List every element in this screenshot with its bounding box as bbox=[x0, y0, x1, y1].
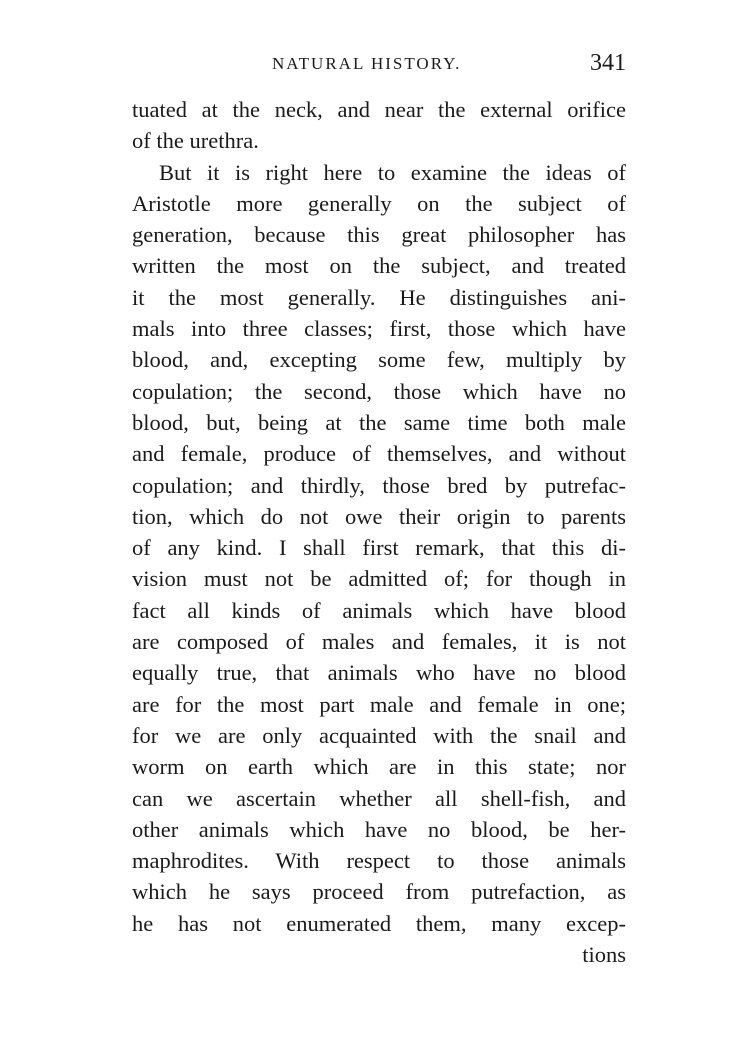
text-line: vision must not be admitted of; for though in bbox=[132, 566, 626, 592]
text-line: copulation; and thirdly, those bred by putrefac- bbox=[132, 472, 626, 498]
text-line: and female, produce of themselves, and without bbox=[132, 441, 626, 467]
text-line: maphrodites. With respect to those animals bbox=[132, 848, 626, 874]
text-line: fact all kinds of animals which have blood bbox=[132, 597, 626, 623]
text-line: generation, because this great philosopher has bbox=[132, 222, 626, 248]
running-head bbox=[132, 50, 626, 80]
text-line: tuated at the neck, and near the external orifice bbox=[132, 97, 626, 122]
text-line: of any kind. I shall first remark, that this di- bbox=[132, 535, 626, 561]
text-line: which he says proceed from putrefaction, as bbox=[132, 879, 626, 905]
text-line: worm on earth which are in this state; nor bbox=[132, 754, 626, 780]
text-line: blood, but, being at the same time both male bbox=[132, 409, 626, 435]
text-line: other animals which have no blood, be her- bbox=[132, 816, 626, 842]
text-line: Aristotle more generally on the subject of bbox=[132, 190, 626, 216]
running-title: NATURAL HISTORY. bbox=[272, 54, 462, 73]
text-line: of the urethra. bbox=[132, 128, 259, 154]
text-line: written the most on the subject, and treated bbox=[132, 253, 626, 279]
text-line: it the most generally. He distinguishes ani- bbox=[132, 284, 626, 310]
catchword: tions bbox=[582, 942, 626, 968]
text-line: blood, and, excepting some few, multiply by bbox=[132, 347, 626, 373]
body-text bbox=[132, 94, 626, 970]
text-line: for we are only acquainted with the snail and bbox=[132, 722, 626, 748]
text-line: are for the most part male and female in one; bbox=[132, 691, 626, 717]
text-line: are composed of males and females, it is not bbox=[132, 629, 626, 655]
text-line: equally true, that animals who have no blood bbox=[132, 660, 626, 686]
text-line: can we ascertain whether all shell-fish, and bbox=[132, 785, 626, 811]
text-line: mals into three classes; first, those which have bbox=[132, 316, 626, 342]
text-line: he has not enumerated them, many excep- bbox=[132, 910, 626, 936]
page-number: 341 bbox=[590, 50, 626, 76]
text-line: copulation; the second, those which have no bbox=[132, 378, 626, 404]
text-line: But it is right here to examine the ideas of bbox=[159, 159, 626, 185]
text-line: tion, which do not owe their origin to parents bbox=[132, 503, 626, 529]
